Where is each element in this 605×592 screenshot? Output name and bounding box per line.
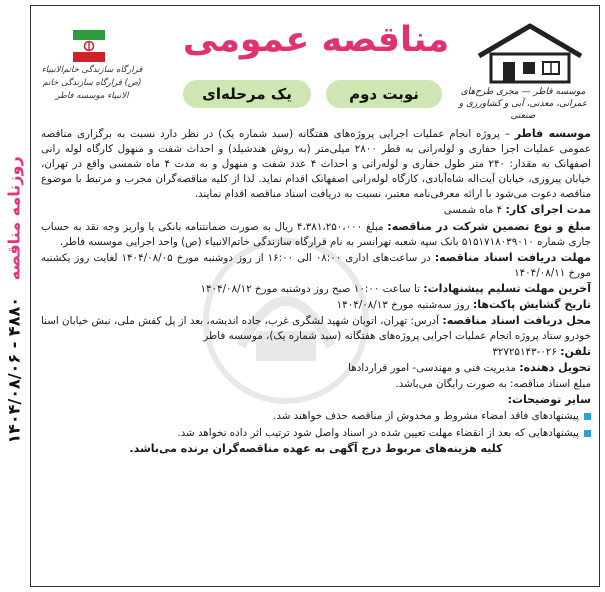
phone-label: تلفن: bbox=[560, 345, 591, 359]
khatam-logo bbox=[37, 30, 147, 114]
fater-house-icon bbox=[475, 22, 585, 84]
stage-badge: یک مرحله‌ای bbox=[183, 80, 311, 108]
address-label: محل دریافت اسناد مناقصه: bbox=[442, 314, 591, 328]
guarantee-label: مبلغ و نوع تضمین شرکت در مناقصه: bbox=[387, 219, 591, 233]
issue-number-date: ۴۸۸۰ - ۱۴۰۴/۰۸/۰۶ bbox=[4, 297, 24, 444]
fater-logo bbox=[453, 22, 593, 121]
intro-paragraph bbox=[41, 126, 591, 202]
docs-deadline-label: مهلت دریافت اسناد مناقصه: bbox=[434, 250, 591, 264]
ad-header bbox=[31, 6, 599, 124]
address-row bbox=[41, 313, 591, 344]
newspaper-sidebar bbox=[0, 0, 28, 592]
bullet-icon bbox=[584, 430, 591, 437]
ad-body bbox=[41, 126, 591, 456]
phone-row bbox=[41, 344, 591, 360]
newspaper-masthead bbox=[5, 156, 24, 443]
khatam-logo-text: قرارگاه سازندگی خاتم‌الانبیاء (ص) قرارگاه سازندگی خاتم الانبیاء موسسه فاطر bbox=[41, 65, 143, 101]
delivery-value: مدیریت فنی و مهندسی- امور قراردادها bbox=[348, 362, 520, 375]
address-value: آدرس: تهران، اتوبان شهید لشگری غرب، جاده اندیشه، بعد از پل کفش ملی، نبش خیابان اسنا خودرو ستاد پروژه انجام عملیات اجرایی پروژه‌های هفتگانه (سبد شماره یک)، موسسه فاطر bbox=[41, 315, 591, 343]
round-badge: نوبت دوم bbox=[326, 80, 442, 108]
tender-advertisement bbox=[30, 5, 600, 587]
docs-price-row: مبلغ اسناد مناقصه: به صورت رایگان می‌باشد. bbox=[395, 377, 591, 390]
note-item bbox=[41, 409, 591, 424]
costs-notice: کلیه هزینه‌های مربوط درج آگهی به عهده مناقصه‌گران برنده می‌باشد. bbox=[129, 441, 503, 455]
docs-deadline-value: در ساعت‌های اداری ۰۸:۰۰ الی ۱۶:۰۰ از روز دوشنبه مورخ ۱۴۰۴/۰۸/۰۵ لغایت روز یکشنبه مورخ ۱۴۰۴/۰۸/۱۱ bbox=[41, 251, 591, 279]
phone-value: ۰۲۶-۳۲۷۲۵۱۴۳ bbox=[492, 346, 561, 359]
note-text: پیشنهادهایی که بعد از انقضاء مهلت تعیین شده در اسناد واصل شود ترتیب اثر داده نخواهد شد. bbox=[177, 426, 579, 439]
duration-row bbox=[41, 202, 591, 218]
ad-title: مناقصه عمومی bbox=[182, 20, 450, 60]
newspaper-name: روزنامه مناقصه bbox=[4, 156, 24, 281]
opening-date-label: تاریخ گشایش پاکت‌ها: bbox=[472, 298, 591, 312]
submit-deadline-label: آخرین مهلت تسلیم پیشنهادات: bbox=[423, 281, 591, 295]
duration-value: ۴ ماه شمسی bbox=[443, 204, 506, 217]
bullet-icon bbox=[584, 413, 591, 420]
note-item bbox=[41, 426, 591, 441]
opening-date-row bbox=[41, 297, 591, 313]
fater-logo-text: موسسه فاطر — مجری طرح‌های عمرانی، معدنی، آبی و کشاورزی و صنعتی bbox=[458, 87, 588, 121]
opening-date-value: روز سه‌شنبه مورخ ۱۴۰۴/۰۸/۱۳ bbox=[336, 299, 473, 312]
docs-deadline-row bbox=[41, 250, 591, 281]
intro-text: – پروژه انجام عملیات اجرایی پروژه‌های هفتگانه (سبد شماره یک) در نظر دارد نسبت به برگزاری مناقصه عمومی عملیات اجرا حفاری و لوله‌رانی به قطر ۲۸۰۰ میلی‌متر (به روش هندشیلد) و احداث شفت و منهول کارگاه لوله رانی اصفهانک به مقدار: ۲۴۰ متر طول حفاری و لوله‌رانی و احداث ۴ عدد شفت و منهول و به مدت ۴ ماه شمسی واقع در تهران، خیابان پیروزی، خیابان آیت‌اله شاه‌آبادی، کارگاه لوله‌رانی اصفهانک اقدام نماید. لذا از کلیه مناقصه‌گران مجرب و مرتبط با موضوع مناقصه دعوت می‌شود با ارائه معرفی‌نامه معتبر، نسبت به دریافت اسناد مناقصه اقدام نمایند. bbox=[41, 128, 591, 201]
guarantee-row bbox=[41, 219, 591, 250]
delivery-row bbox=[41, 360, 591, 376]
guarantee-value: مبلغ ۴،۳۸۱،۲۵۰،۰۰۰ ریال به صورت ضمانتنامه بانکی یا واریز وجه نقد به حساب جاری شماره ۵۱۵۱۷۱۸۰۳۹۰۱۰ بانک سپه شعبه تهرانسر به نام قرارگاه سازندگی خاتم‌الانبیاء (ص) واحد اجرایی موسسه فاطر. bbox=[41, 220, 591, 248]
delivery-label: تحویل دهنده: bbox=[519, 361, 591, 375]
organizer-label: موسسه فاطر bbox=[514, 127, 591, 140]
iran-emblem-icon bbox=[73, 30, 105, 62]
note-text: پیشنهادهای فاقد امضاء مشروط و مخدوش از مناقصه حذف خواهند شد. bbox=[273, 409, 579, 422]
other-notes-label: سایر توضیحات: bbox=[507, 392, 591, 406]
submit-deadline-row bbox=[41, 281, 591, 297]
duration-label: مدت اجرای کار: bbox=[505, 203, 591, 217]
submit-deadline-value: تا ساعت ۱۰:۰۰ صبح روز دوشنبه مورخ ۱۴۰۴/۰۸/۱۲ bbox=[200, 282, 424, 295]
